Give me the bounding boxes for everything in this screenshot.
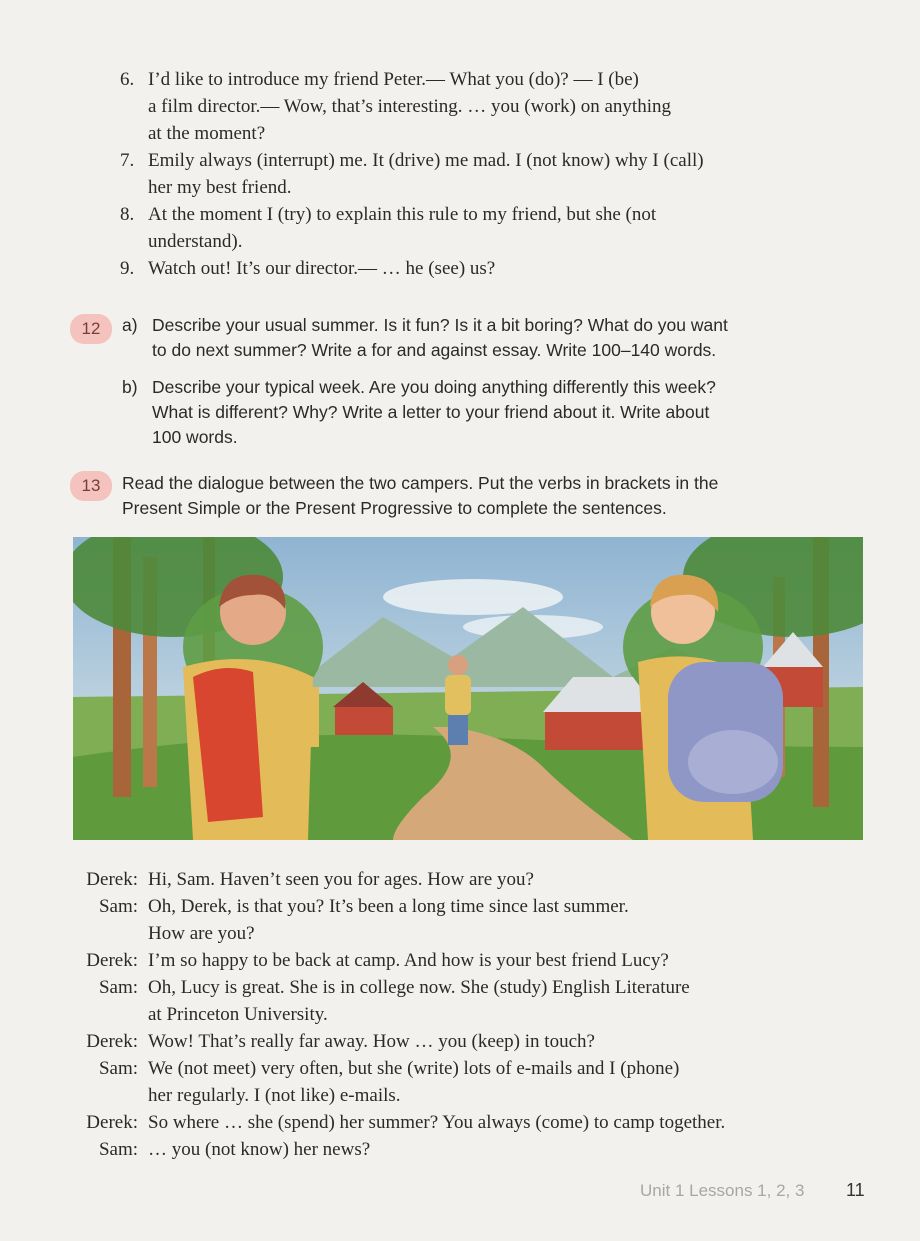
speech: Hi, Sam. Haven’t seen you for ages. How are you? xyxy=(148,869,534,890)
part-line: Describe your usual summer. Is it fun? Is it a bit boring? What do you want xyxy=(152,315,728,335)
dialogue-line xyxy=(60,1136,880,1163)
instruction-line: Present Simple or the Present Progressive to complete the sentences. xyxy=(122,498,667,518)
exercise-12-badge: 12 xyxy=(70,314,112,344)
item-line: understand). xyxy=(148,231,243,252)
speaker: Sam: xyxy=(98,977,138,998)
item-line: a film director.— Wow, that’s interesting. … you (work) on anything xyxy=(148,96,671,117)
exercise-12a xyxy=(122,313,872,369)
speaker: Sam: xyxy=(98,1139,138,1160)
item-7 xyxy=(110,147,870,201)
dialogue xyxy=(60,866,880,1163)
item-9 xyxy=(110,255,870,282)
item-line: her my best friend. xyxy=(148,177,292,198)
instruction-line: Read the dialogue between the two campers. Put the verbs in brackets in the xyxy=(122,473,719,493)
speech: I’m so happy to be back at camp. And how is your best friend Lucy? xyxy=(148,950,669,971)
dialogue-line xyxy=(60,1028,880,1055)
dialogue-line xyxy=(60,947,880,974)
camp-illustration xyxy=(73,537,863,840)
exercise-13-badge: 13 xyxy=(70,471,112,501)
exercise-12b xyxy=(122,375,872,455)
speaker: Derek: xyxy=(86,1031,138,1052)
speech: We (not meet) very often, but she (write) lots of e-mails and I (phone) xyxy=(148,1058,680,1079)
exercise-items xyxy=(110,66,870,282)
part-line: What is different? Why? Write a letter to your friend about it. Write about xyxy=(152,402,710,422)
dialogue-line xyxy=(60,893,880,947)
dialogue-line xyxy=(60,866,880,893)
page-number: 11 xyxy=(846,1180,865,1200)
unit-lessons-footer: Unit 1 Lessons 1, 2, 3 xyxy=(640,1181,805,1200)
speech: Oh, Lucy is great. She is in college now. She (study) English Literature xyxy=(148,977,690,998)
item-line: Emily always (interrupt) me. It (drive) me mad. I (not know) why I (call) xyxy=(148,150,704,171)
speaker: Sam: xyxy=(98,1058,138,1079)
part-line: Describe your typical week. Are you doing anything differently this week? xyxy=(152,377,716,397)
exercise-13-instructions xyxy=(122,471,872,521)
speaker: Sam: xyxy=(98,896,138,917)
item-8 xyxy=(110,201,870,255)
dialogue-line xyxy=(60,1055,880,1109)
item-6 xyxy=(110,66,870,147)
part-line: to do next summer? Write a for and against essay. Write 100–140 words. xyxy=(152,340,717,360)
speaker: Derek: xyxy=(86,1112,138,1133)
part-label: b) xyxy=(122,377,138,397)
speech: at Princeton University. xyxy=(148,1004,328,1025)
dialogue-line xyxy=(60,1109,880,1136)
item-number: 6. xyxy=(120,69,135,90)
speech: So where … she (spend) her summer? You always (come) to camp together. xyxy=(148,1112,726,1133)
item-number: 9. xyxy=(120,258,135,279)
speech: How are you? xyxy=(148,923,255,944)
part-line: 100 words. xyxy=(152,427,238,447)
item-line: I’d like to introduce my friend Peter.— What you (do)? — I (be) xyxy=(148,69,639,90)
part-label: a) xyxy=(122,315,138,335)
camp-scene-drawing xyxy=(73,537,863,840)
item-line: Watch out! It’s our director.— … he (see) us? xyxy=(148,258,496,279)
item-line: at the moment? xyxy=(148,123,266,144)
speech: her regularly. I (not like) e-mails. xyxy=(148,1085,401,1106)
speech: Wow! That’s really far away. How … you (keep) in touch? xyxy=(148,1031,595,1052)
item-number: 8. xyxy=(120,204,135,225)
dialogue-line xyxy=(60,974,880,1028)
speech: … you (not know) her news? xyxy=(148,1139,371,1160)
item-number: 7. xyxy=(120,150,135,171)
item-line: At the moment I (try) to explain this rule to my friend, but she (not xyxy=(148,204,657,225)
speaker: Derek: xyxy=(86,950,138,971)
speech: Oh, Derek, is that you? It’s been a long time since last summer. xyxy=(148,896,629,917)
speaker: Derek: xyxy=(86,869,138,890)
